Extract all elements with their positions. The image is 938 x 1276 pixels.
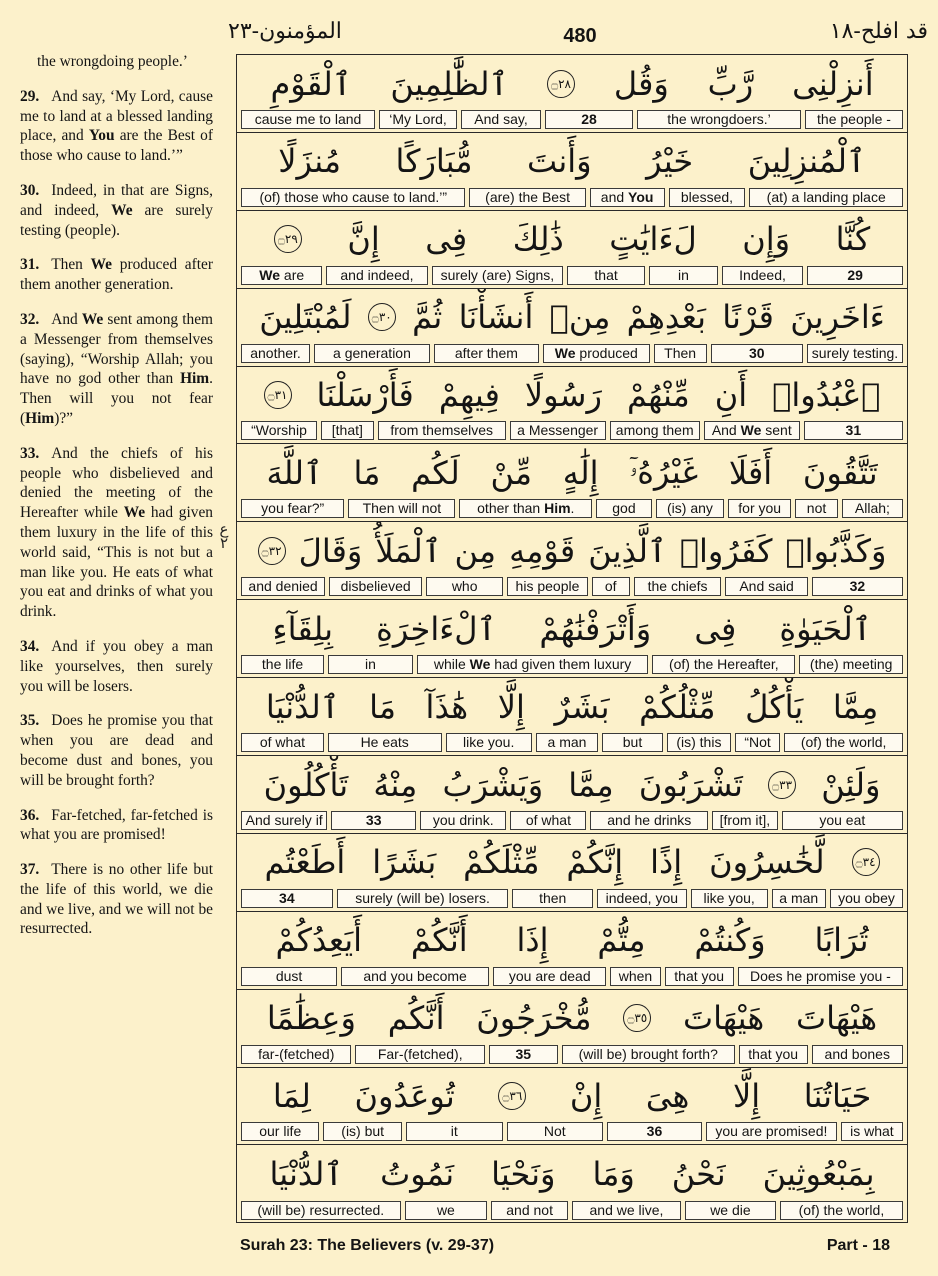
verse-number-cell: 36 xyxy=(607,1122,702,1141)
word-translation-cell: a man xyxy=(536,733,598,752)
word-translation-cell: Then xyxy=(654,344,707,363)
verse-line xyxy=(237,678,907,756)
verse-line xyxy=(237,367,907,445)
arabic-word: مَا xyxy=(353,453,381,492)
word-translation-cell: We are xyxy=(241,266,322,285)
translation-continuation: the wrongdoing people.’ xyxy=(37,53,188,70)
ayah-number-marker: ۝٣٠ xyxy=(368,303,396,331)
page-number: 480 xyxy=(563,25,597,47)
verse-number: 33. xyxy=(20,444,40,462)
arabic-word: كُنَّا xyxy=(835,220,871,259)
arabic-word: بِمَبْعُوثِينَ xyxy=(762,1154,875,1193)
word-translation-cell: “Not xyxy=(735,733,780,752)
arabic-word: قَرْنًا xyxy=(722,298,774,337)
translation-column xyxy=(20,52,213,1242)
arabic-word: أَيَعِدُكُمْ xyxy=(275,921,363,960)
word-translation-cell: And We sent xyxy=(704,421,800,440)
word-translation-cell: the chiefs xyxy=(634,577,722,596)
word-translation-cell: of xyxy=(592,577,630,596)
word-translation-row xyxy=(241,655,903,674)
word-translation-cell: you are promised! xyxy=(706,1122,837,1141)
arabic-word: وَإِن xyxy=(742,220,791,259)
arabic-word: رَسُولًا xyxy=(524,376,602,415)
word-translation-cell: and we live, xyxy=(572,1201,681,1220)
arabic-text xyxy=(237,133,907,190)
word-translation-cell: the life xyxy=(241,655,324,674)
verse-text: Does he promise you that when you are dead and become dust and bones, you will be brought forth? xyxy=(20,712,213,789)
word-translation-cell: and not xyxy=(491,1201,568,1220)
verse-number: 31. xyxy=(20,256,40,274)
arabic-text xyxy=(237,211,907,268)
arabic-text xyxy=(237,678,907,735)
arabic-word: أَنزِلْنِى xyxy=(792,64,874,103)
arabic-word: هِىَ xyxy=(645,1077,690,1116)
word-translation-cell: a man xyxy=(772,889,826,908)
arabic-word: تَتَّقُونَ xyxy=(802,453,878,492)
arabic-word: وَأَتْرَفْنَٰهُمْ xyxy=(539,609,652,648)
arabic-word: إِلَٰهٍ xyxy=(562,453,599,492)
arabic-word: نَحْنُ xyxy=(671,1154,726,1193)
arabic-word: وَعِظَٰمًا xyxy=(266,999,356,1038)
word-translation-cell: another. xyxy=(241,344,310,363)
arabic-word: مُّبَارَكًا xyxy=(395,142,473,181)
arabic-word: مُنزَلًا xyxy=(278,142,341,181)
arabic-word: خَيْرُ xyxy=(646,142,694,181)
verse-number-cell: 28 xyxy=(545,110,633,129)
arabic-word: هَيْهَاتَ xyxy=(683,999,765,1038)
verse-number: 32. xyxy=(20,310,40,328)
word-translation-cell: when xyxy=(610,967,660,986)
word-translation-row xyxy=(241,733,903,752)
arabic-word: إِلَّا xyxy=(733,1077,761,1116)
word-translation-cell: his people xyxy=(507,577,588,596)
arabic-word: غَيْرُهُۥٓ xyxy=(629,453,699,492)
arabic-word: ٱعْبُدُوا۟ xyxy=(772,376,881,415)
verse-line xyxy=(237,600,907,678)
arabic-word: ٱلدُّنْيَا xyxy=(265,687,340,726)
arabic-word: ٱلْءَاخِرَةِ xyxy=(376,609,497,648)
translation-verse xyxy=(20,310,213,429)
surah-name-arabic: المؤمنون-٢٣ xyxy=(228,19,342,44)
arabic-word: مَا xyxy=(369,687,396,726)
arabic-word: وَيَشْرَبُ xyxy=(442,765,544,804)
arabic-word: مُّخْرَجُونَ xyxy=(476,999,592,1038)
word-translation-row xyxy=(241,266,903,285)
word-translation-cell: And say, xyxy=(461,110,541,129)
word-translation-cell: (is) this xyxy=(667,733,731,752)
arabic-word: مِنۢ xyxy=(549,298,611,337)
arabic-text xyxy=(237,600,907,657)
arabic-word: مِّنْهُمْ xyxy=(626,376,690,415)
word-translation-row xyxy=(241,1201,903,1220)
arabic-word: مِّنْ xyxy=(490,453,533,492)
arabic-word: بِلِقَآءِ xyxy=(272,609,334,648)
arabic-word: وَكُنتُمْ xyxy=(694,921,766,960)
arabic-word: أَنَّكُمْ xyxy=(410,921,468,960)
arabic-word: ٱلدُّنْيَا xyxy=(269,1154,344,1193)
word-translation-cell: Allah; xyxy=(842,499,903,518)
word-translation-cell: in xyxy=(649,266,718,285)
word-translation-cell: (are) the Best xyxy=(469,188,585,207)
arabic-word: لَّخَٰسِرُونَ xyxy=(709,843,825,882)
arabic-word: مِمَّا xyxy=(568,765,614,804)
verse-number: 37. xyxy=(20,861,40,879)
arabic-word: تُوعَدُونَ xyxy=(354,1077,455,1116)
verse-number: 35. xyxy=(20,712,40,730)
arabic-word: يَأْكُلُ xyxy=(745,687,804,726)
arabic-word: ٱلَّذِينَ xyxy=(588,531,667,570)
arabic-word: إِنَّ xyxy=(347,220,380,259)
emphasized-word: You xyxy=(88,127,115,145)
translation-verse xyxy=(20,444,213,622)
ayah-number-marker: ۝٣٤ xyxy=(852,848,880,876)
arabic-word: كَفَرُوا۟ xyxy=(679,531,773,570)
word-translation-cell: [that] xyxy=(321,421,374,440)
word-translation-cell: ‘My Lord, xyxy=(379,110,457,129)
ayah-number-marker: ۝٣٢ xyxy=(258,537,286,565)
arabic-word: مِنْهُ xyxy=(373,765,418,804)
word-by-word-panel xyxy=(236,54,908,1223)
word-translation-cell: (is) any xyxy=(656,499,724,518)
word-translation-cell: like you. xyxy=(446,733,532,752)
arabic-word: ءَاخَرِينَ xyxy=(790,298,885,337)
arabic-word: مِتُّمْ xyxy=(597,921,646,960)
arabic-word: مِن xyxy=(454,531,497,570)
verse-number: 34. xyxy=(20,637,40,655)
arabic-word: أَنِ xyxy=(714,376,748,415)
juz-name-arabic: قد افلح-١٨ xyxy=(829,19,928,44)
verse-line xyxy=(237,522,907,600)
word-translation-cell: disbelieved xyxy=(329,577,422,596)
ayah-number-marker: ۝٣١ xyxy=(264,381,292,409)
verse-text: )?” xyxy=(54,409,74,427)
word-translation-row xyxy=(241,188,903,207)
verse-text: are the Best of those who cause to land.’” xyxy=(20,127,213,165)
ruku-marker: ع ۲ xyxy=(219,520,229,552)
arabic-word: إِنْ xyxy=(569,1077,603,1116)
arabic-word: حَيَاتُنَا xyxy=(803,1077,872,1116)
verse-line xyxy=(237,912,907,990)
verse-number-cell: 29 xyxy=(807,266,903,285)
word-translation-cell: the wrongdoers.’ xyxy=(637,110,801,129)
verse-number-cell: 31 xyxy=(804,421,903,440)
arabic-word: فَأَرْسَلْنَا xyxy=(316,376,414,415)
arabic-word: أَطَعْتُم xyxy=(264,843,346,882)
arabic-word: أَفَلَا xyxy=(728,453,773,492)
verse-number-cell: 30 xyxy=(711,344,803,363)
word-translation-cell: for you xyxy=(728,499,791,518)
word-translation-cell: like you, xyxy=(691,889,768,908)
word-translation-cell: that you xyxy=(665,967,734,986)
arabic-text xyxy=(237,1145,907,1202)
word-translation-cell: (of) the Hereafter, xyxy=(652,655,795,674)
word-translation-cell: you obey xyxy=(830,889,903,908)
word-translation-cell: our life xyxy=(241,1122,319,1141)
arabic-text xyxy=(237,522,907,579)
word-translation-cell: (is) but xyxy=(323,1122,401,1141)
verse-text: And if you obey a man like yourselves, then surely you will be losers. xyxy=(20,637,213,695)
word-translation-cell: And said xyxy=(725,577,807,596)
word-translation-cell: cause me to land xyxy=(241,110,375,129)
word-translation-cell: is what xyxy=(841,1122,903,1141)
ayah-number-marker: ۝٢٨ xyxy=(547,70,575,98)
verse-text: had given them luxury in the life of this world said, “This is not but a man like you. He eats of what you eat and drinks of what you drink. xyxy=(20,504,213,621)
word-translation-cell: and denied xyxy=(241,577,325,596)
word-translation-cell: but xyxy=(602,733,663,752)
word-translation-cell: after them xyxy=(434,344,539,363)
emphasized-word: We xyxy=(123,504,146,522)
emphasized-word: Him xyxy=(25,409,55,427)
verse-line xyxy=(237,289,907,367)
ayah-number-marker: ۝٣٦ xyxy=(498,1082,526,1110)
translation-verse xyxy=(20,637,213,696)
verse-text: Indeed, in that are Signs, and indeed, xyxy=(20,181,213,219)
emphasized-word: We xyxy=(81,310,104,328)
arabic-word: أَنشَأْنَا xyxy=(458,298,534,337)
word-translation-cell: a generation xyxy=(314,344,430,363)
arabic-word: وَكَذَّبُوا۟ xyxy=(785,531,887,570)
arabic-word: لَكُم xyxy=(411,453,460,492)
word-translation-cell: you are dead xyxy=(493,967,606,986)
word-translation-cell: and You xyxy=(590,188,665,207)
arabic-word: هَيْهَاتَ xyxy=(795,999,878,1038)
word-translation-cell: then xyxy=(512,889,593,908)
word-translation-cell: Does he promise you - xyxy=(738,967,903,986)
word-translation-cell: god xyxy=(596,499,652,518)
arabic-word: ٱلْقَوْمِ xyxy=(270,64,352,103)
emphasized-word: We xyxy=(111,201,133,219)
emphasized-word: Him xyxy=(180,370,210,388)
verse-line xyxy=(237,1068,907,1146)
verse-text: . Then will you not fear ( xyxy=(20,370,213,427)
verse-text: are surely testing (people). xyxy=(20,201,213,239)
verse-text: And say, ‘My Lord, cause me to land at a blessed landing place, and xyxy=(20,87,213,145)
arabic-word: مِمَّا xyxy=(832,687,879,726)
word-translation-cell: we die xyxy=(685,1201,776,1220)
word-translation-cell: indeed, you xyxy=(597,889,687,908)
arabic-word: نَمُوتُ xyxy=(380,1154,455,1193)
arabic-word: ٱلْمُنزِلِينَ xyxy=(747,142,866,181)
word-translation-cell: “Worship xyxy=(241,421,317,440)
verse-number: 29. xyxy=(20,87,40,105)
verse-text: produced after them another generation. xyxy=(20,256,213,294)
translation-verse xyxy=(20,255,213,295)
word-translation-cell: of what xyxy=(510,811,586,830)
verse-line xyxy=(237,990,907,1068)
word-translation-row xyxy=(241,889,903,908)
verse-number-cell: 34 xyxy=(241,889,333,908)
word-translation-cell: other than Him. xyxy=(459,499,592,518)
arabic-text xyxy=(237,990,907,1047)
word-translation-cell: And surely if xyxy=(241,811,327,830)
verse-line xyxy=(237,133,907,211)
word-translation-cell: in xyxy=(328,655,413,674)
word-translation-cell: (at) a landing place xyxy=(749,188,903,207)
arabic-text xyxy=(237,55,907,112)
word-translation-row xyxy=(241,967,903,986)
arabic-word: ثُمَّ xyxy=(412,298,443,337)
verse-line xyxy=(237,756,907,834)
arabic-word: فِى xyxy=(694,609,737,648)
arabic-word: وَأَنتَ xyxy=(526,142,592,181)
word-translation-cell: it xyxy=(406,1122,503,1141)
verse-text: And the chiefs of his people who disbelieved and denied the meeting of the Hereafter while xyxy=(20,444,213,522)
verse-line xyxy=(237,444,907,522)
word-translation-cell: a Messenger xyxy=(510,421,606,440)
ayah-number-marker: ۝٣٣ xyxy=(768,771,796,799)
arabic-word: وَمَا xyxy=(592,1154,635,1193)
arabic-word: ٱلظَّٰلِمِينَ xyxy=(390,64,509,103)
word-translation-cell: you fear?” xyxy=(241,499,344,518)
word-translation-cell: He eats xyxy=(328,733,442,752)
translation-verse xyxy=(20,87,213,166)
verse-text: There is no other life but the life of this world, we die and we live, and we will not be resurrected. xyxy=(20,861,213,938)
arabic-word: بَعْدِهِمْ xyxy=(626,298,706,337)
word-translation-cell: Far-(fetched), xyxy=(355,1045,484,1064)
arabic-word: لَءَايَٰتٍ xyxy=(609,220,697,259)
arabic-text xyxy=(237,367,907,424)
ayah-number-marker: ۝٢٩ xyxy=(274,225,302,253)
word-translation-cell: while We had given them luxury xyxy=(417,655,648,674)
arabic-word: تَأْكُلُونَ xyxy=(263,765,349,804)
verse-number: 36. xyxy=(20,806,40,824)
word-translation-cell: among them xyxy=(610,421,700,440)
arabic-word: ٱللَّهَ xyxy=(266,453,323,492)
verse-line xyxy=(237,834,907,912)
word-translation-cell: surely (will be) losers. xyxy=(337,889,509,908)
verse-line xyxy=(237,1145,907,1223)
word-translation-cell: and bones xyxy=(812,1045,903,1064)
verse-text: sent among them a Messenger from themselves (saying), “Worship Allah; you have no god other than xyxy=(20,310,213,388)
verse-number-cell: 32 xyxy=(812,577,903,596)
footer-part-label: Part - 18 xyxy=(826,1237,890,1254)
word-translation-cell: and he drinks xyxy=(590,811,708,830)
arabic-word: بَشَرًا xyxy=(372,843,437,882)
verse-number-cell: 33 xyxy=(331,811,416,830)
word-translation-row xyxy=(241,1122,903,1141)
word-translation-cell: we xyxy=(405,1201,488,1220)
ayah-number-marker: ۝٣٥ xyxy=(623,1004,651,1032)
word-translation-row xyxy=(241,344,903,363)
arabic-word: قَوْمِهِ xyxy=(509,531,576,570)
arabic-word: إِذَا xyxy=(516,921,549,960)
arabic-word: رَّبِّ xyxy=(707,64,754,103)
word-translation-cell: that xyxy=(567,266,645,285)
verse-number-cell: 35 xyxy=(489,1045,558,1064)
arabic-word: لَمُبْتَلِينَ xyxy=(259,298,352,337)
word-translation-cell: far-(fetched) xyxy=(241,1045,351,1064)
verse-text: Far-fetched, far-fetched is what you are promised! xyxy=(20,806,213,844)
arabic-word: مِّثْلُكُمْ xyxy=(639,687,716,726)
arabic-word: وَقُل xyxy=(613,64,669,103)
word-translation-cell: surely testing. xyxy=(807,344,903,363)
translation-verse xyxy=(20,711,213,790)
word-translation-cell: (of) the world, xyxy=(780,1201,903,1220)
word-translation-cell: surely (are) Signs, xyxy=(432,266,564,285)
arabic-text xyxy=(237,289,907,346)
arabic-word: إِذًا xyxy=(650,843,683,882)
arabic-word: بَشَرٌ xyxy=(554,687,610,726)
word-translation-cell: of what xyxy=(241,733,324,752)
verse-number: 30. xyxy=(20,181,40,199)
arabic-word: فِيهِمْ xyxy=(438,376,500,415)
translation-verse xyxy=(20,181,213,240)
arabic-word: وَنَحْيَا xyxy=(491,1154,556,1193)
word-translation-cell: you eat xyxy=(782,811,903,830)
arabic-text xyxy=(237,444,907,501)
arabic-word: وَقَالَ xyxy=(298,531,363,570)
word-translation-cell: We produced xyxy=(543,344,650,363)
verse-text: Then xyxy=(51,256,91,274)
arabic-word: لِمَا xyxy=(272,1077,311,1116)
word-translation-cell: Not xyxy=(507,1122,604,1141)
word-translation-cell: dust xyxy=(241,967,337,986)
arabic-word: تَشْرَبُونَ xyxy=(638,765,743,804)
word-translation-row xyxy=(241,811,903,830)
word-translation-cell: blessed, xyxy=(669,188,746,207)
emphasized-word: We xyxy=(90,256,113,274)
word-translation-cell: the people - xyxy=(805,110,903,129)
word-translation-cell: (of) those who cause to land.’” xyxy=(241,188,465,207)
arabic-text xyxy=(237,834,907,891)
arabic-word: ٱلْمَلَأُ xyxy=(375,531,442,570)
arabic-text xyxy=(237,912,907,969)
word-translation-row xyxy=(241,1045,903,1064)
translation-verse xyxy=(20,806,213,846)
word-translation-cell: (will be) resurrected. xyxy=(241,1201,401,1220)
word-translation-cell: [from it], xyxy=(712,811,777,830)
word-translation-row xyxy=(241,577,903,596)
word-translation-cell: that you xyxy=(739,1045,808,1064)
word-translation-cell: (the) meeting xyxy=(799,655,903,674)
word-translation-cell: (of) the world, xyxy=(784,733,903,752)
arabic-word: أَنَّكُم xyxy=(387,999,445,1038)
arabic-word: ذَٰلِكَ xyxy=(512,220,564,259)
verse-line xyxy=(237,55,907,133)
arabic-word: إِلَّا xyxy=(497,687,525,726)
word-translation-cell: Indeed, xyxy=(722,266,803,285)
translation-verse xyxy=(20,860,213,939)
word-translation-row xyxy=(241,421,903,440)
arabic-word: تُرَابًا xyxy=(814,921,869,960)
word-translation-cell: from themselves xyxy=(378,421,506,440)
word-translation-cell: and you become xyxy=(341,967,489,986)
verse-text: And xyxy=(51,310,82,328)
word-translation-row xyxy=(241,499,903,518)
arabic-text xyxy=(237,1068,907,1125)
arabic-word: مِّثْلَكُمْ xyxy=(463,843,540,882)
word-translation-cell: not xyxy=(795,499,838,518)
word-translation-cell: you drink. xyxy=(420,811,506,830)
arabic-word: فِى xyxy=(425,220,468,259)
arabic-word: إِنَّكُمْ xyxy=(566,843,624,882)
verse-line xyxy=(237,211,907,289)
arabic-word: ٱلْحَيَوٰةِ xyxy=(779,609,872,648)
word-translation-cell: who xyxy=(426,577,503,596)
arabic-word: هَٰذَآ xyxy=(425,687,469,726)
word-translation-cell: and indeed, xyxy=(326,266,427,285)
word-translation-cell: Then will not xyxy=(348,499,455,518)
footer-surah-title: Surah 23: The Believers (v. 29-37) xyxy=(240,1237,495,1254)
word-translation-cell: (will be) brought forth? xyxy=(562,1045,735,1064)
word-translation-row xyxy=(241,110,903,129)
arabic-text xyxy=(237,756,907,813)
arabic-word: وَلَئِنْ xyxy=(821,765,881,804)
